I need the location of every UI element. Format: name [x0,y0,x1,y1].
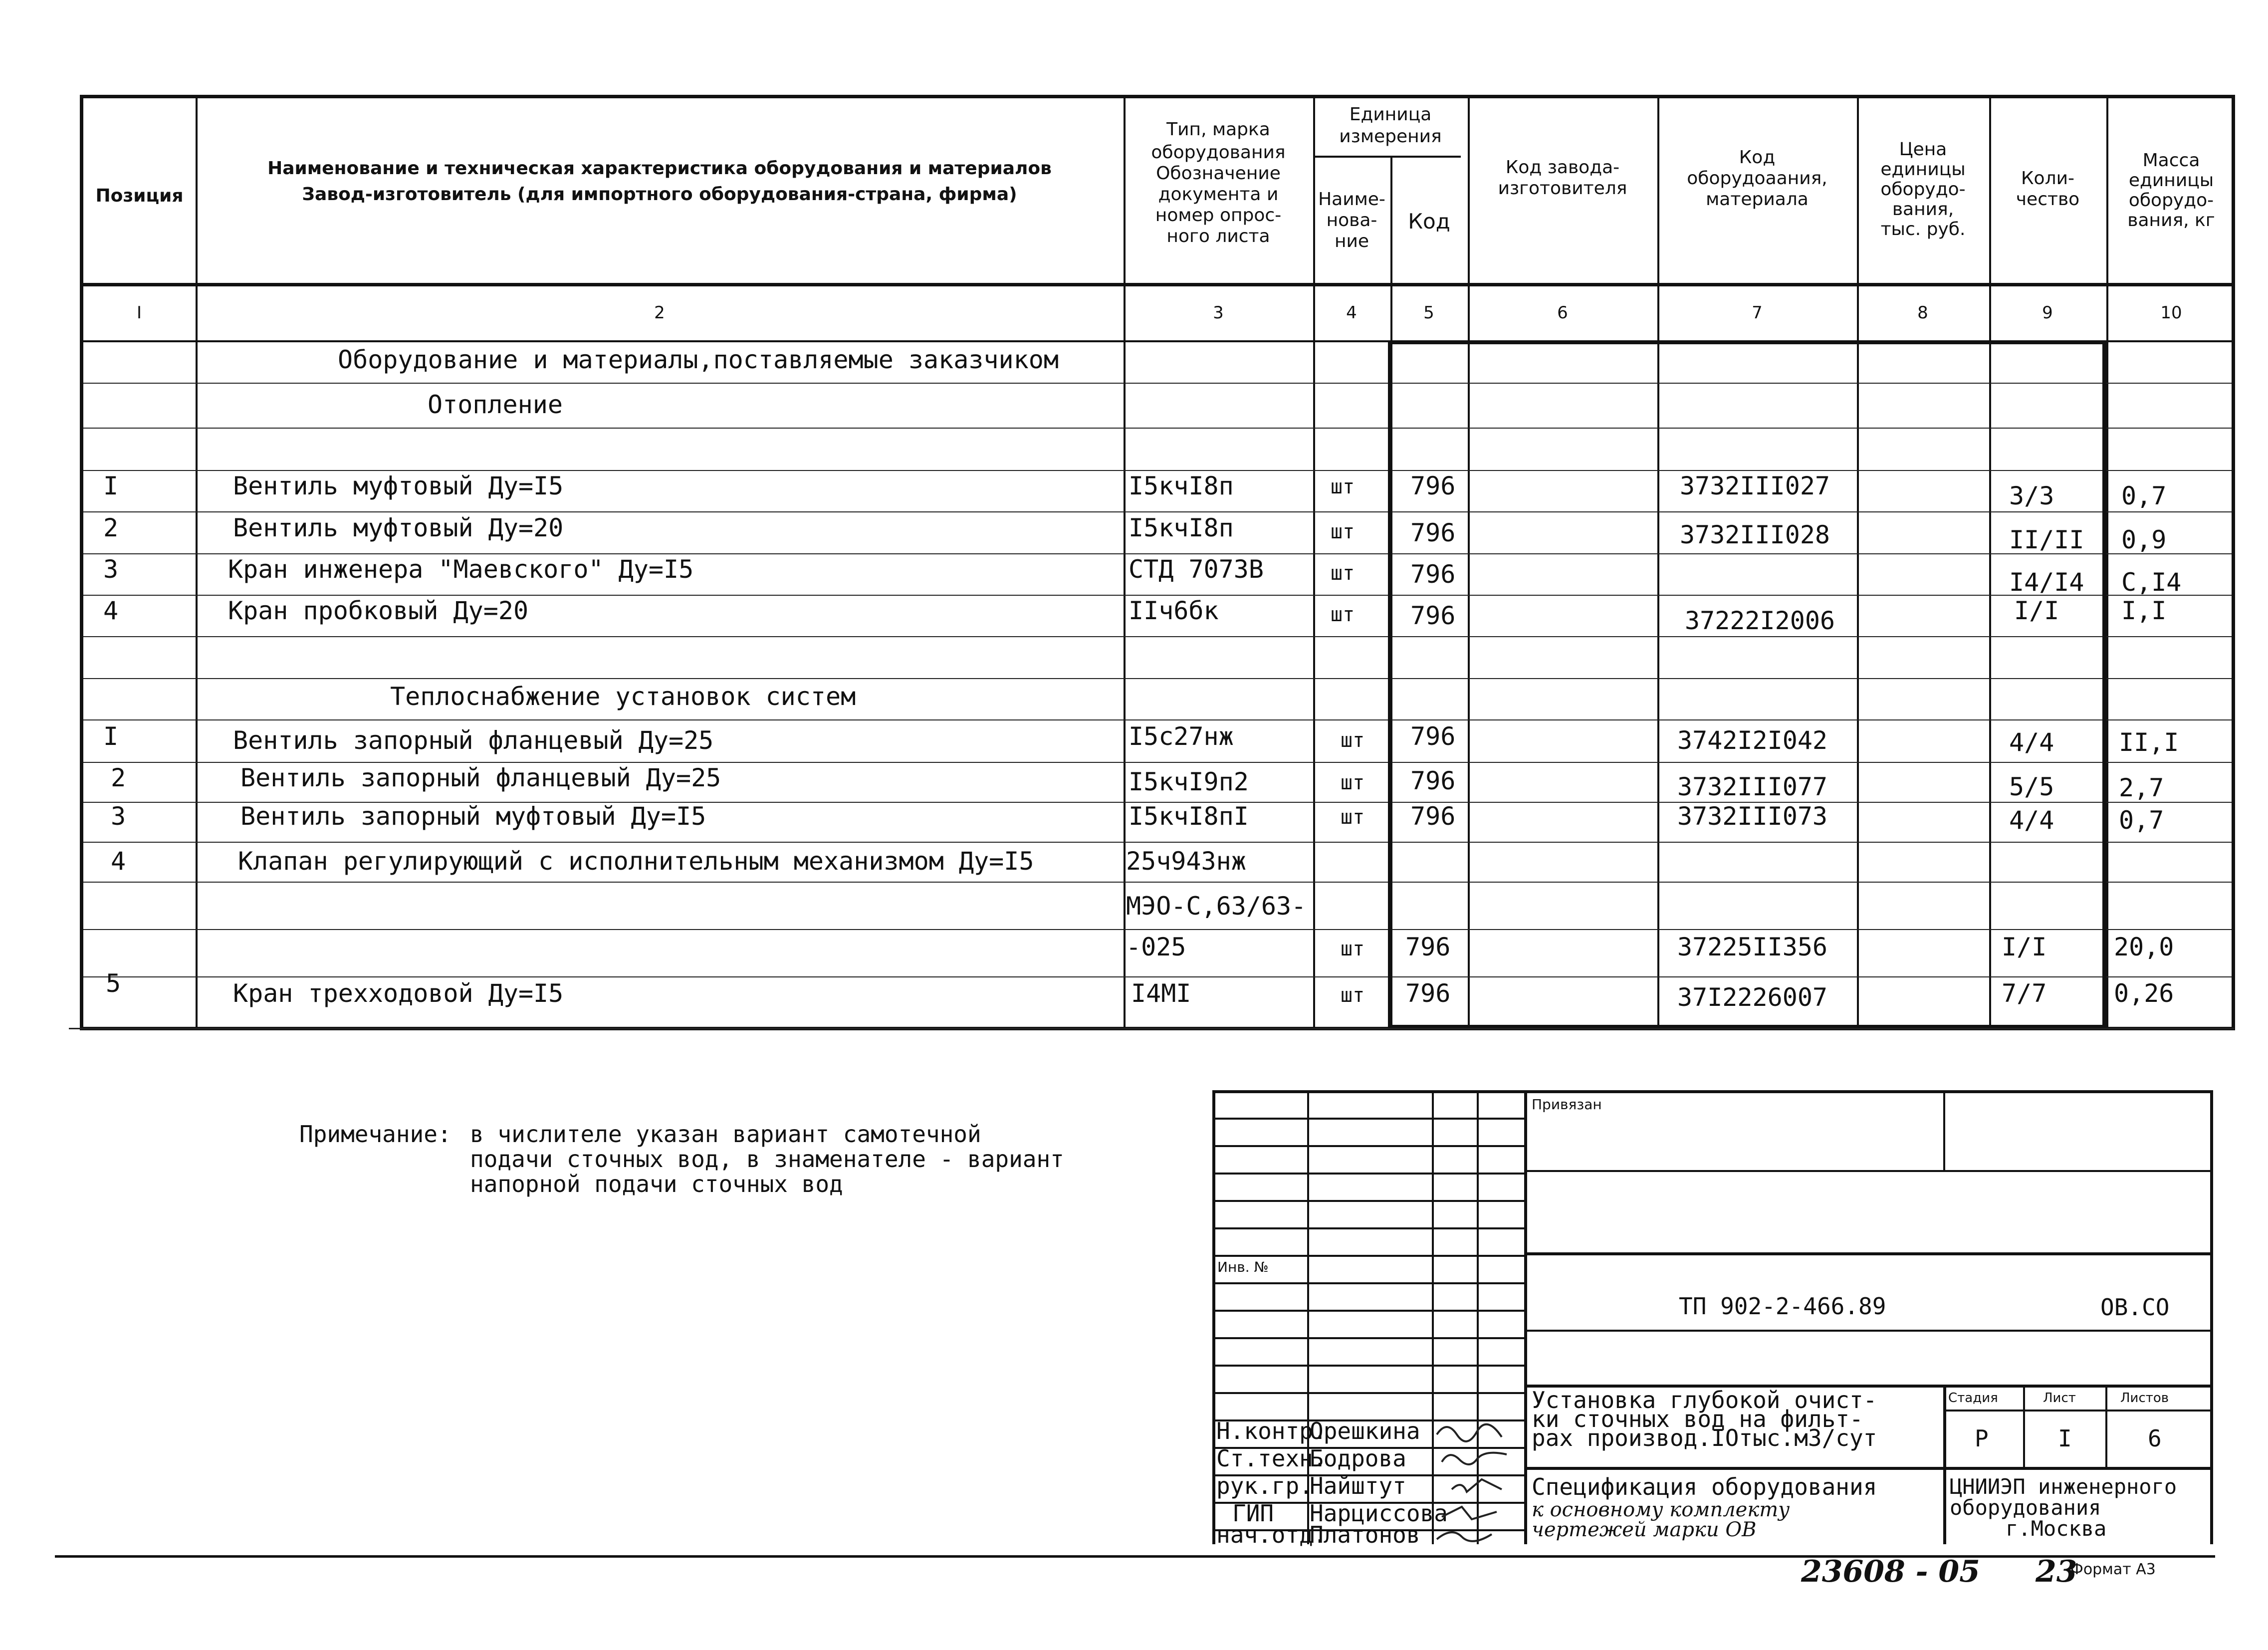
cell-type: 25ч943нж [1126,847,1246,876]
cell-unit-code: 796 [1405,933,1451,961]
header-price: оборудо- [1880,179,1966,200]
header-equip-code: оборудоаания, [1687,168,1827,189]
cell-mass: 0,26 [2114,979,2174,1008]
cell-quantity: II/II [2009,525,2084,554]
column-number: 2 [654,303,665,323]
cell-equip-code: 3732III077 [1677,772,1828,801]
cell-type: I5с27нж [1129,722,1234,751]
cell-unit: шт [1341,938,1365,960]
cell-type: IIч6бк [1129,596,1219,625]
cell-unit-code: 796 [1410,722,1456,751]
table-bottom-line [69,1028,2234,1029]
inv-no-label: Инв. № [1217,1259,1269,1275]
tb-line [1212,1118,1524,1120]
org-name: оборудования [1950,1495,2101,1520]
note-label: Примечание: [299,1121,452,1148]
signatures [1432,1414,1527,1544]
signer-role: Ст.техн. [1216,1445,1327,1472]
col-divider [196,98,198,1027]
cell-type: I4МI [1131,979,1191,1008]
cell-unit-code: 796 [1410,471,1456,500]
header-mass: оборудо- [2128,190,2214,211]
cell-name: Кран инженера "Маевского" Ду=I5 [228,555,694,584]
cell-type: I5кчI8п [1129,471,1234,500]
cell-unit: шт [1331,562,1355,585]
tb-line [1943,1385,1946,1544]
cell-unit-code: 796 [1410,518,1456,547]
cell-unit-code: 796 [1410,560,1456,589]
header-type-line: оборудования [1151,142,1286,163]
note-line: подачи сточных вод, в знаменателе - вариант [470,1146,1064,1173]
cell-unit-code: 796 [1410,802,1456,831]
cell-unit: шт [1341,806,1365,829]
tb-line [1212,1310,1524,1312]
cell-position: I [103,722,119,751]
privyazan-label: Привязан [1532,1096,1602,1113]
header-mass: единицы [2128,170,2214,191]
signer-name: Нарциссова [1310,1500,1448,1527]
header-unit-name: Наиме- [1318,189,1385,210]
tb-line [1212,1282,1524,1284]
tb-line [2023,1385,2025,1467]
cell-name: Вентиль муфтовый Ду=20 [233,513,564,542]
tb-line [1524,1170,2213,1172]
header-type-line: Тип, марка [1166,119,1270,140]
header-price: тыс. руб. [1880,219,1966,239]
column-number: I [136,303,142,323]
cell-position: 5 [106,969,121,998]
signer-name: Платонов [1310,1521,1420,1548]
column-number: 4 [1346,303,1357,323]
doc-code: ТП 902-2-466.89 [1679,1293,1886,1320]
cell-type: I5кчI9п2 [1129,767,1249,796]
cell-unit-code: 796 [1410,766,1456,795]
column-number: 3 [1213,303,1224,323]
tb-line [1212,1090,2213,1093]
cell-quantity: 4/4 [2009,806,2054,835]
cell-quantity: I/I [2014,596,2059,625]
cell-position: 4 [111,847,126,876]
cell-quantity: 7/7 [2002,979,2047,1008]
sheets-value: 6 [2148,1425,2162,1452]
tb-line [1524,1252,2213,1255]
cell-position: I [103,471,119,500]
cell-mass: С,I4 [2121,568,2182,597]
header-unit: измерения [1339,126,1442,147]
tb-line [1212,1200,1524,1202]
cell-position: 3 [111,802,126,831]
column-number: 6 [1557,303,1568,323]
spec-subtitle: чертежей марки ОВ [1532,1518,1757,1541]
cell-position: 4 [103,596,119,625]
format-label: Формат А3 [2070,1561,2156,1578]
cell-type: СТД 7073В [1129,555,1264,584]
cell-mass: I,I [2121,596,2167,625]
header-unit-code: Код [1408,209,1450,234]
org-name: ЦНИИЭП инженерного [1950,1474,2177,1499]
header-unit-name: нова- [1326,210,1377,231]
cell-mass: II,I [2119,728,2179,757]
signer-role: Н.контр. [1216,1417,1327,1444]
tb-line [2210,1090,2213,1544]
cell-name: Кран трехходовой Ду=I5 [233,979,564,1008]
section-title-heating: Отопление [428,390,563,419]
tb-line [1943,1410,2213,1412]
header-name-line1: Наименование и техническая характеристика оборудования и материалов [267,158,1052,179]
signer-role: ГИП [1232,1500,1274,1527]
header-unit: Единица [1349,104,1432,125]
header-type-line: ного листа [1166,226,1270,246]
cell-name: Вентиль запорный муфтовый Ду=I5 [240,802,706,831]
section-title-main: Оборудование и материалы,поставляемые заказчиком [338,345,1059,374]
cell-type: I5кчI8пI [1129,802,1249,831]
tb-line [1212,1255,1524,1257]
header-type-line: номер опрос- [1155,205,1282,226]
header-name-line2: Завод-изготовитель (для импортного оборудования-страна, фирма) [302,184,1017,205]
tb-line [1524,1330,2213,1332]
cell-unit: шт [1341,771,1365,794]
sheet-number: 23608 - 05 [1801,1554,1980,1589]
cell-quantity: I/I [2002,933,2047,961]
header-price: Цена [1899,139,1947,160]
cell-mass: 20,0 [2114,933,2174,961]
column-number: 5 [1423,303,1434,323]
tb-line [1212,1337,1524,1339]
cell-name: Вентиль муфтовый Ду=I5 [233,471,564,500]
header-price: единицы [1880,159,1966,180]
cell-mass: 0,9 [2121,525,2167,554]
header-equip-code: материала [1706,189,1809,210]
note-line: напорной подачи сточных вод [470,1171,843,1197]
cell-position: 2 [103,513,119,542]
cell-equip-code: 37225II356 [1677,933,1828,961]
cell-name: Вентиль запорный фланцевый Ду=25 [233,726,714,755]
cell-equip-code: 37222I2006 [1685,606,1835,635]
cell-unit-code: 796 [1405,979,1451,1008]
tb-line [1212,1227,1524,1229]
sheet-label: Лист [2043,1391,2076,1406]
section-title-heat-supply: Теплоснабжение установок систем [390,682,856,711]
tb-line [1212,1365,1524,1367]
cell-unit: шт [1331,520,1355,543]
cell-name: Кран пробковый Ду=20 [228,596,529,625]
cell-mass: 0,7 [2119,806,2164,835]
header-factory-code: изготовителя [1498,178,1627,199]
signer-name: Найштут [1310,1472,1406,1499]
cell-quantity: I4/I4 [2009,568,2084,597]
header-position: Позиция [95,186,184,206]
signer-role: рук.гр. [1216,1472,1313,1499]
tb-line [2105,1385,2107,1467]
doc-title-line: рах производ.IОтыс.м3/сут [1532,1424,1877,1451]
spec-title: Спецификация оборудования [1532,1473,1877,1500]
tb-line [1212,1145,1524,1147]
cell-quantity: 5/5 [2009,772,2054,801]
doc-title-line: ки сточных вод на фильт- [1532,1406,1863,1432]
cell-equip-code: 37I2226007 [1677,983,1828,1012]
cell-type: -025 [1126,933,1186,961]
stage-value: Р [1975,1425,1989,1452]
cell-equip-code: 3732III073 [1677,802,1828,831]
cell-unit: шт [1341,729,1365,752]
tb-line [1212,1392,1524,1394]
page-number: 23 [2036,1554,2077,1589]
cell-name: Клапан регулирующий с исполнительным механизмом Ду=I5 [238,847,1034,876]
cell-mass: 0,7 [2121,481,2167,510]
header-factory-code: Код завода- [1505,157,1620,178]
cell-unit: шт [1331,475,1355,498]
tb-line [1524,1467,2213,1470]
header-bottom [83,283,2232,286]
signer-role: нач.отд. [1216,1521,1327,1548]
code-columns-frame [1388,340,2106,1029]
header-type-line: документа и [1158,184,1279,205]
cell-position: 2 [111,763,126,792]
specification-table [80,95,2235,1030]
doc-title-line: Установка глубокой очист- [1532,1387,1877,1414]
cell-unit-code: 796 [1410,601,1456,630]
cell-mass: 2,7 [2119,773,2164,802]
spec-subtitle: к основному комплекту [1532,1498,1790,1521]
cell-equip-code: 3732III028 [1680,520,1830,549]
tb-line [1212,1173,1524,1175]
header-quantity: Коли- [2021,168,2074,189]
cell-position: 3 [103,555,119,584]
cell-type: I5кчI8п [1129,513,1234,542]
column-number: 7 [1752,303,1763,323]
title-block [1212,1090,2215,1548]
header-quantity: чество [2016,189,2080,210]
cell-equip-code: 3732III027 [1680,471,1830,500]
header-mass: Масса [2142,150,2200,171]
cell-quantity: 3/3 [2009,481,2054,510]
signer-name: Орешкина [1310,1417,1420,1444]
cell-name: Вентиль запорный фланцевый Ду=25 [240,763,721,792]
doc-mark: ОВ.СО [2100,1294,2170,1321]
header-price: вания, [1892,199,1954,220]
org-city: г.Москва [2006,1516,2107,1541]
column-number: 10 [2160,303,2182,323]
column-number: 9 [2042,303,2053,323]
cell-unit: шт [1341,984,1365,1007]
sheet-value: I [2058,1425,2072,1452]
note-line: в числителе указан вариант самотечной [470,1121,981,1148]
header-type-line: Обозначение [1156,163,1281,184]
header-mass: вания, кг [2127,210,2215,231]
stage-label: Стадия [1948,1391,1998,1406]
cell-type: МЭО-С,63/63- [1126,892,1307,921]
cell-unit: шт [1331,603,1355,626]
sheets-label: Листов [2120,1391,2169,1406]
header-unit-name: ние [1334,231,1369,251]
signer-name: Бодрова [1310,1445,1406,1472]
header-equip-code: Код [1739,147,1776,168]
unit-divider [1313,156,1461,158]
tb-line [1943,1090,1945,1170]
column-number: 8 [1917,303,1928,323]
cell-quantity: 4/4 [2009,728,2054,757]
cell-equip-code: 3742I2I042 [1677,726,1828,755]
col-divider [2106,98,2108,1027]
